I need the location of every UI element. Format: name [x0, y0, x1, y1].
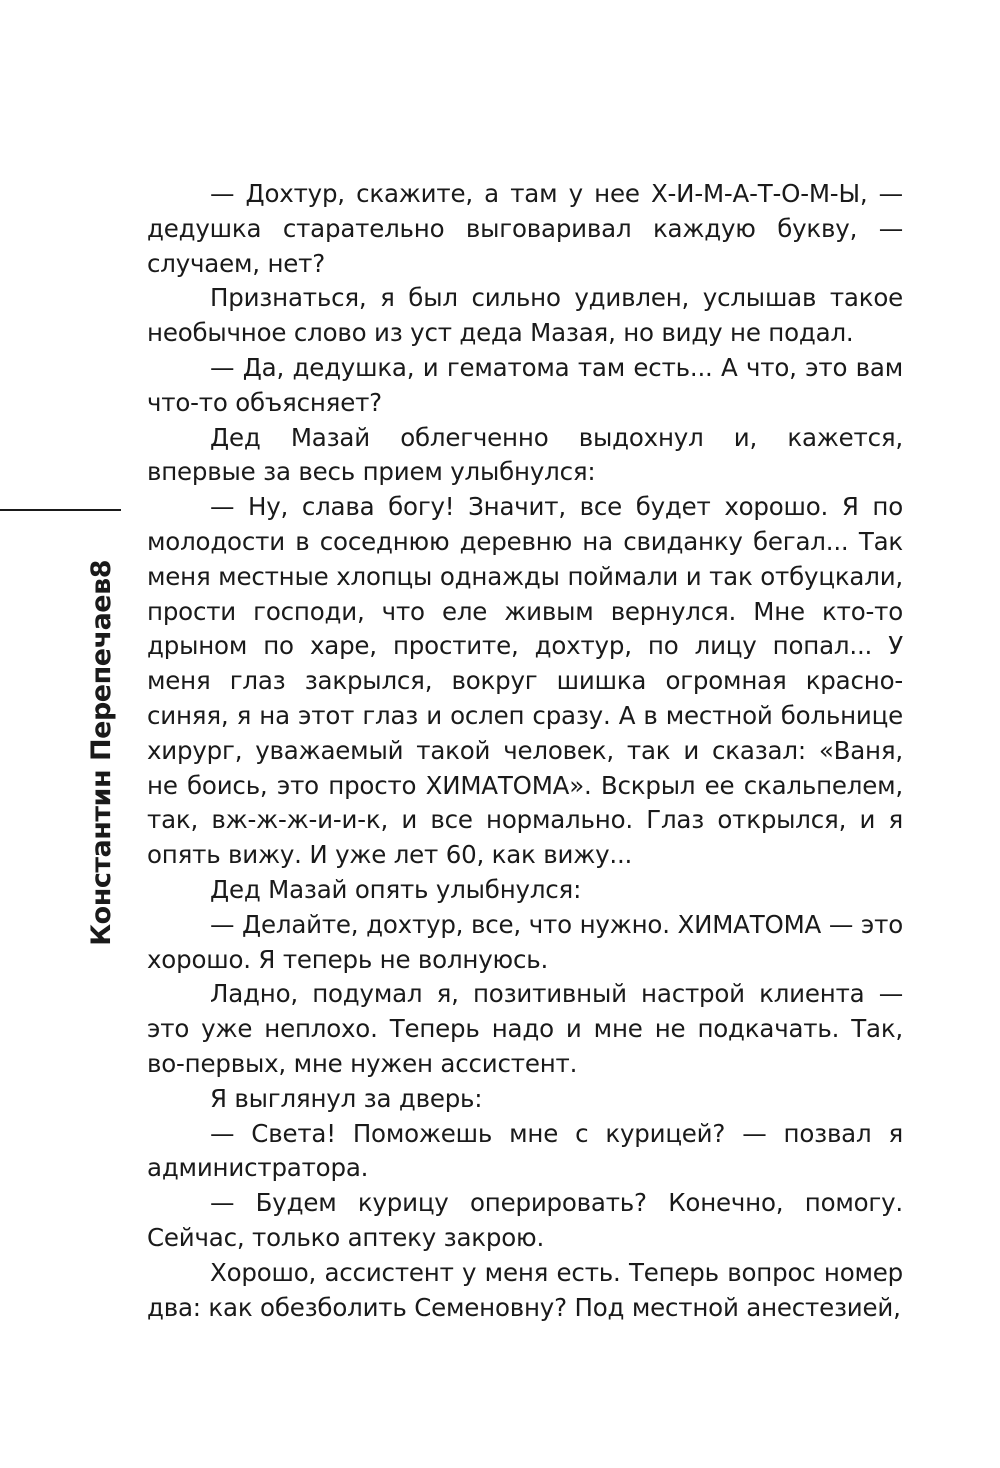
- paragraph: Я выглянул за дверь:: [210, 1083, 483, 1113]
- paragraph: Признаться, я был сильно удивлен, услышав такое необычное слово из уст деда Мазая, но виду не подал.: [147, 283, 903, 348]
- author-name: Константин Перепечаев: [86, 578, 117, 946]
- paragraph: — Да, дедушка, и гематома там есть... А что, это вам что-то объясняет?: [147, 352, 903, 417]
- paragraph: — Будем курицу оперировать? Конечно, помогу. Сейчас, только аптеку закрою.: [147, 1188, 903, 1252]
- running-header: [82, 560, 122, 946]
- sidebar-rule: [0, 509, 121, 511]
- paragraph: — Делайте, дохтур, все, что нужно. ХИМАТОМА — это хорошо. Я теперь не волнуюсь.: [147, 909, 903, 974]
- body-text: [147, 177, 903, 1325]
- paragraph: Хорошо, ассистент у меня есть. Теперь вопрос номер два: как обезболить Семеновну? Под местной анестезией,: [147, 1257, 903, 1322]
- paragraph: Дед Мазай опять улыбнулся:: [210, 874, 582, 904]
- paragraph: Ладно, подумал я, позитивный настрой клиента — это уже неплохо. Теперь надо и мне не подкачать. Так, во-первых, мне нужен ассистент.: [147, 979, 903, 1078]
- paragraph: — Света! Поможешь мне с курицей? — позвал я администратора.: [147, 1118, 903, 1183]
- page-number: 8: [86, 560, 117, 579]
- paragraph: — Дохтур, скажите, а там у нее Х-И-М-А-Т-О-М-Ы, — дедушка старательно выговаривал каждую букву, — случаем, нет?: [147, 179, 903, 278]
- paragraph: Дед Мазай облегченно выдохнул и, кажется, впервые за весь прием улыбнулся:: [147, 422, 903, 487]
- paragraph: — Ну, слава богу! Значит, все будет хорошо. Я по молодости в соседнюю деревню на свиданку бегал... Так меня местные хлопцы однажды поймали и так отбуцкали, прости господи, что еле живым вернулся. Мне кто-то дрыном по харе, простите, дохтур, по лицу попал... У меня глаз закрылся, вокруг шишка огромная красно-синяя, я на этот глаз и ослеп сразу. А в местной больнице хирург, уважаемый такой человек, так и сказал: «Ваня, не боись, это просто ХИМАТОМА». Вскрыл ее скальпелем, так, вж-ж-ж-и-и-к, и все нормально. Глаз открылся, и я опять вижу. И уже лет 60, как вижу...: [147, 492, 903, 870]
